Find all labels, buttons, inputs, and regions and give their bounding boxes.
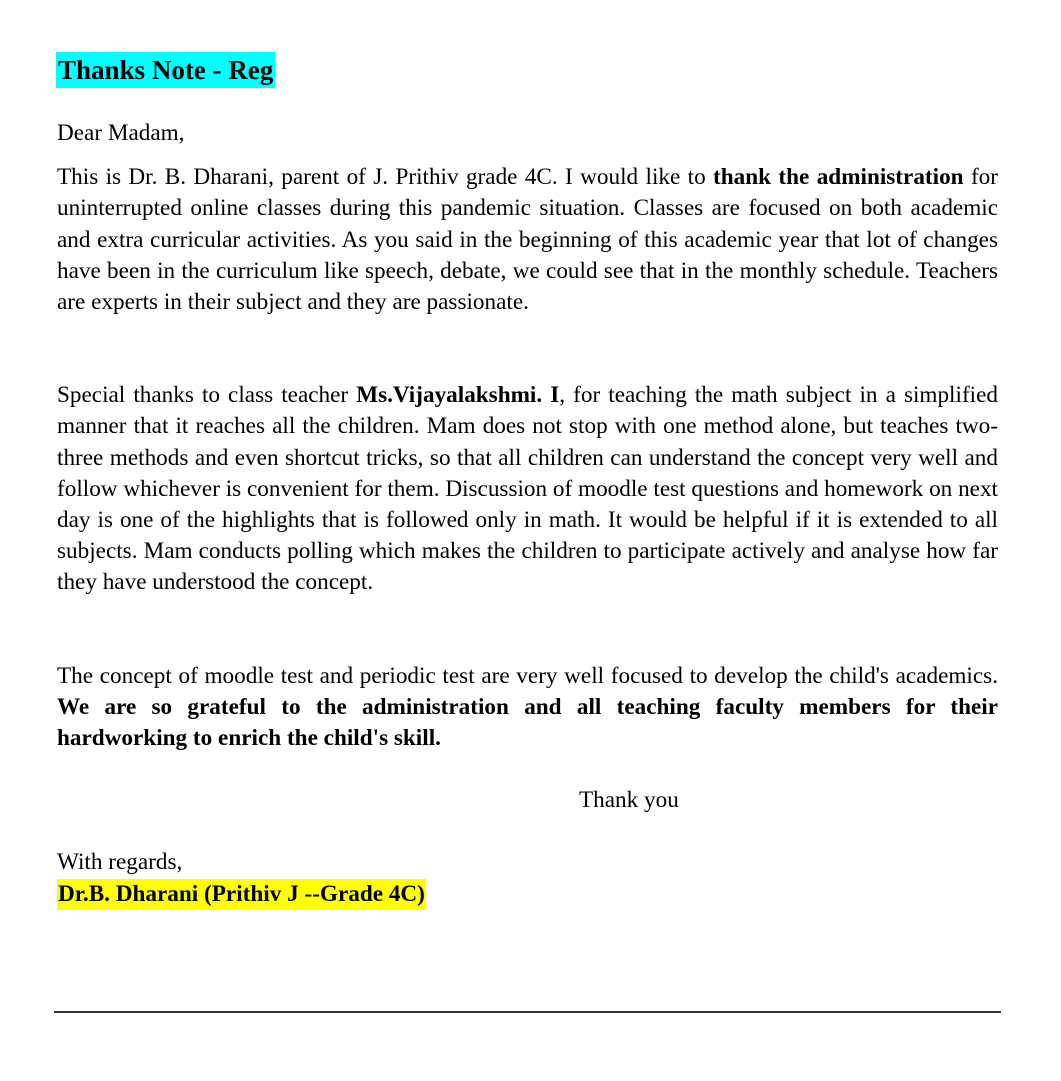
paragraph-1-text-start: This is Dr. B. Dharani, parent of J. Prithiv grade 4C. I would like to	[57, 164, 714, 191]
signature: Dr.B. Dharani (Prithiv J --Grade 4C)	[57, 879, 426, 910]
closing-thank-you: Thank you	[579, 787, 679, 814]
paragraph-3	[57, 661, 998, 755]
paragraph-1-bold: thank the administration	[713, 164, 964, 191]
paragraph-3-text-start: The concept of moodle test and periodic test are very well focused to develop the child's academics.	[57, 662, 998, 689]
bottom-rule	[54, 1011, 1001, 1013]
salutation: Dear Madam,	[57, 120, 185, 146]
paragraph-2-text-start: Special thanks to class teacher	[57, 382, 357, 409]
letter	[57, 52, 998, 910]
paragraph-1	[57, 162, 998, 318]
paragraph-1-text-end: for uninterrupted online classes during this pandemic situation. Classes are focused on both academic and extra curricular activities. As you said in the beginning of this academic year that lot of changes have been in the curriculum like speech, debate, we could see that in the monthly schedule. Teachers are experts in their subject and they are passionate.	[57, 164, 998, 316]
regards-line: With regards,	[57, 849, 183, 876]
paragraph-2-text-end: , for teaching the math subject in a simplified manner that it reaches all the children. Mam does not stop with one method alone, but teaches two-three methods and even shortcut tricks, so that all children can understand the concept very well and follow whichever is convenient for them. Discussion of moodle test questions and homework on next day is one of the highlights that is followed only in math. It would be helpful if it is extended to all subjects. Mam conducts polling which makes the children to participate actively and analyse how far they have understood the concept.	[57, 382, 998, 596]
paragraph-3-bold: We are so grateful to the administration and all teaching faculty members for their hardworking to enrich the child's skill.	[57, 693, 998, 752]
paragraph-2	[57, 380, 998, 598]
letter-title: Thanks Note - Reg	[56, 52, 275, 88]
signature-line	[57, 879, 998, 910]
paragraph-2-bold: Ms.Vijayalakshmi. I	[356, 382, 560, 409]
